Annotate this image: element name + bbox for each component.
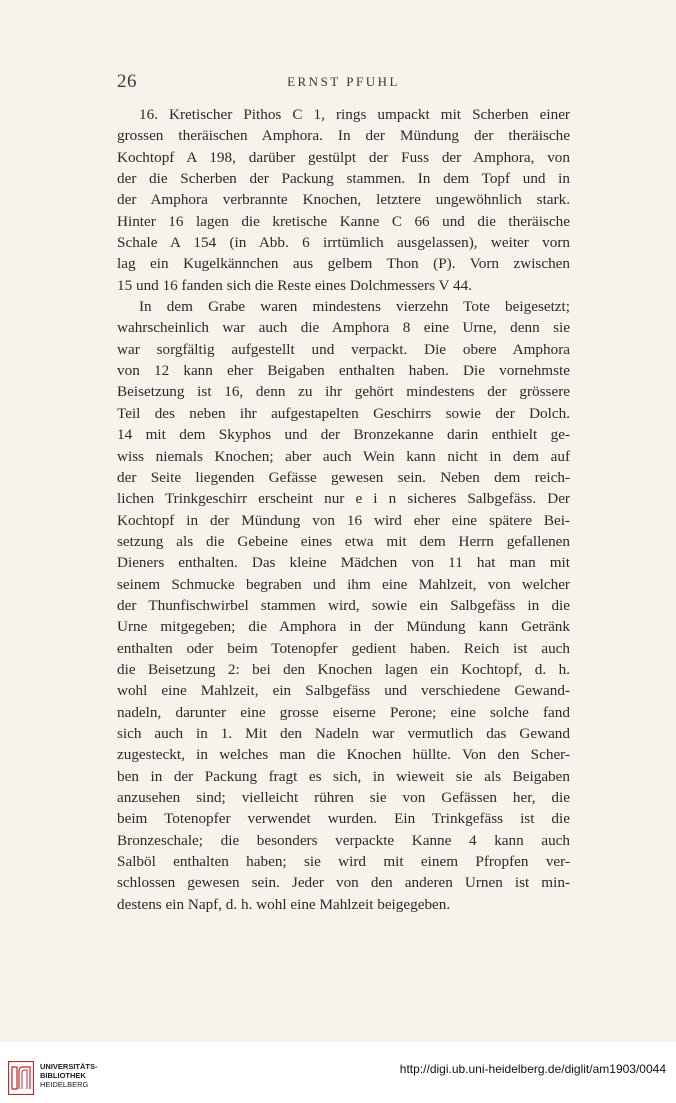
text-line: 16. Kretischer Pithos C 1, rings umpackt mit Scherben einer: [139, 106, 570, 123]
text-line: schlossen gewesen sein. Jeder von den anderen Urnen ist min-: [117, 874, 570, 892]
text-line: Urne mitgegeben; die Amphora in der Mündung kann Getränk: [117, 618, 570, 636]
text-line: sich auch in 1. Mit den Nadeln war vermutlich das Gewand: [117, 724, 570, 742]
text-line: nadeln, darunter eine grosse eiserne Perone; eine solche fand: [117, 703, 570, 721]
text-line: der Amphora verbrannte Knochen, letztere ungewöhnlich stark.: [117, 191, 570, 209]
text-line: beim Totenopfer verwendet wurden. Ein Trinkgefäss ist die: [117, 810, 570, 828]
text-line: ben in der Packung fragt es sich, in wieweit sie als Beigaben: [117, 767, 570, 785]
source-url-link[interactable]: http://digi.ub.uni-heidelberg.de/diglit/am1903/0044: [399, 1062, 666, 1076]
text-line: 14 mit dem Skyphos und der Bronzekanne darin enthielt ge-: [117, 426, 570, 444]
library-name-line: BIBLIOTHEK: [40, 1071, 86, 1080]
text-line: die Beisetzung 2: bei den Knochen lagen ein Kochtopf, d. h.: [117, 660, 570, 678]
page-number: 26: [117, 71, 137, 92]
university-library-logo-icon: [8, 1061, 34, 1095]
text-line: wiss niemals Knochen; aber auch Wein kann nicht in dem auf: [117, 447, 570, 465]
body-text: [117, 104, 570, 915]
text-line: anzusehen sind; vielleicht rühren sie von Gefässen her, die: [117, 789, 570, 806]
text-line: der Thunfischwirbel stammen wird, sowie ein Salbgefäss in die: [117, 596, 570, 614]
text-line: Dieners enthalten. Das kleine Mädchen von 11 hat man mit: [117, 554, 570, 572]
digitization-footer: [0, 1042, 676, 1103]
text-line: In dem Grabe waren mindestens vierzehn Tote beigesetzt;: [139, 298, 570, 316]
text-line: wohl eine Mahlzeit, ein Salbgefäss und verschiedene Gewand-: [117, 682, 570, 700]
text-line: zugesteckt, in welches man die Knochen hüllte. Von den Scher-: [117, 746, 570, 764]
text-line: destens ein Napf, d. h. wohl eine Mahlzeit beigegeben.: [117, 895, 451, 913]
library-name-line: HEIDELBERG: [40, 1080, 89, 1089]
library-name-line: UNIVERSITÄTS-: [40, 1062, 98, 1071]
text-line: Teil des neben ihr aufgestapelten Geschirrs sowie der Dolch.: [117, 404, 570, 422]
text-line: wahrscheinlich war auch die Amphora 8 eine Urne, denn sie: [117, 319, 570, 337]
text-line: von 12 kann eher Beigaben enthalten haben. Die vornehmste: [117, 362, 570, 380]
running-head: ERNST PFUHL: [287, 74, 400, 89]
text-line: Beisetzung ist 16, denn zu ihr gehört mindestens der grössere: [117, 383, 570, 401]
text-line: der Seite liegenden Gefässe gewesen sein. Neben dem reich-: [117, 468, 570, 486]
text-line: lichen Trinkgeschirr erscheint nur e i n sicheres Salbgefäss. Der: [117, 490, 570, 508]
text-line: grossen theräischen Amphora. In der Mündung der theräische: [117, 127, 570, 145]
text-line: Hinter 16 lagen die kretische Kanne C 66 und die theräische: [117, 212, 570, 230]
text-line: seinem Schmucke begraben und ihm eine Mahlzeit, von welcher: [117, 575, 570, 593]
text-line: Bronzeschale; die besonders verpackte Kanne 4 kann auch: [117, 831, 570, 849]
page-header: [117, 71, 570, 95]
text-line: Kochtopf A 198, darüber gestülpt der Fuss der Amphora, von: [117, 148, 570, 166]
text-line: lag ein Kugelkännchen aus gelbem Thon (P). Vorn zwischen: [117, 255, 570, 273]
text-line: der die Scherben der Packung stammen. In dem Topf und in: [117, 170, 570, 188]
text-line: Kochtopf in der Mündung von 16 wird eher eine spätere Bei-: [117, 511, 570, 529]
text-line: 15 und 16 fanden sich die Reste eines Dolchmessers V 44.: [117, 276, 473, 294]
library-name: [40, 1062, 98, 1089]
text-line: setzung als die Gebeine eines etwa mit dem Herrn gefallenen: [117, 532, 570, 550]
text-line: enthalten oder beim Totenopfer gedient haben. Reich ist auch: [117, 639, 570, 657]
text-line: Salböl enthalten haben; sie wird mit einem Pfropfen ver-: [117, 853, 570, 871]
text-line: Schale A 154 (in Abb. 6 irrtümlich ausgelassen), weiter vorn: [117, 234, 570, 252]
text-line: war sorgfältig aufgestellt und verpackt. Die obere Amphora: [117, 340, 570, 358]
